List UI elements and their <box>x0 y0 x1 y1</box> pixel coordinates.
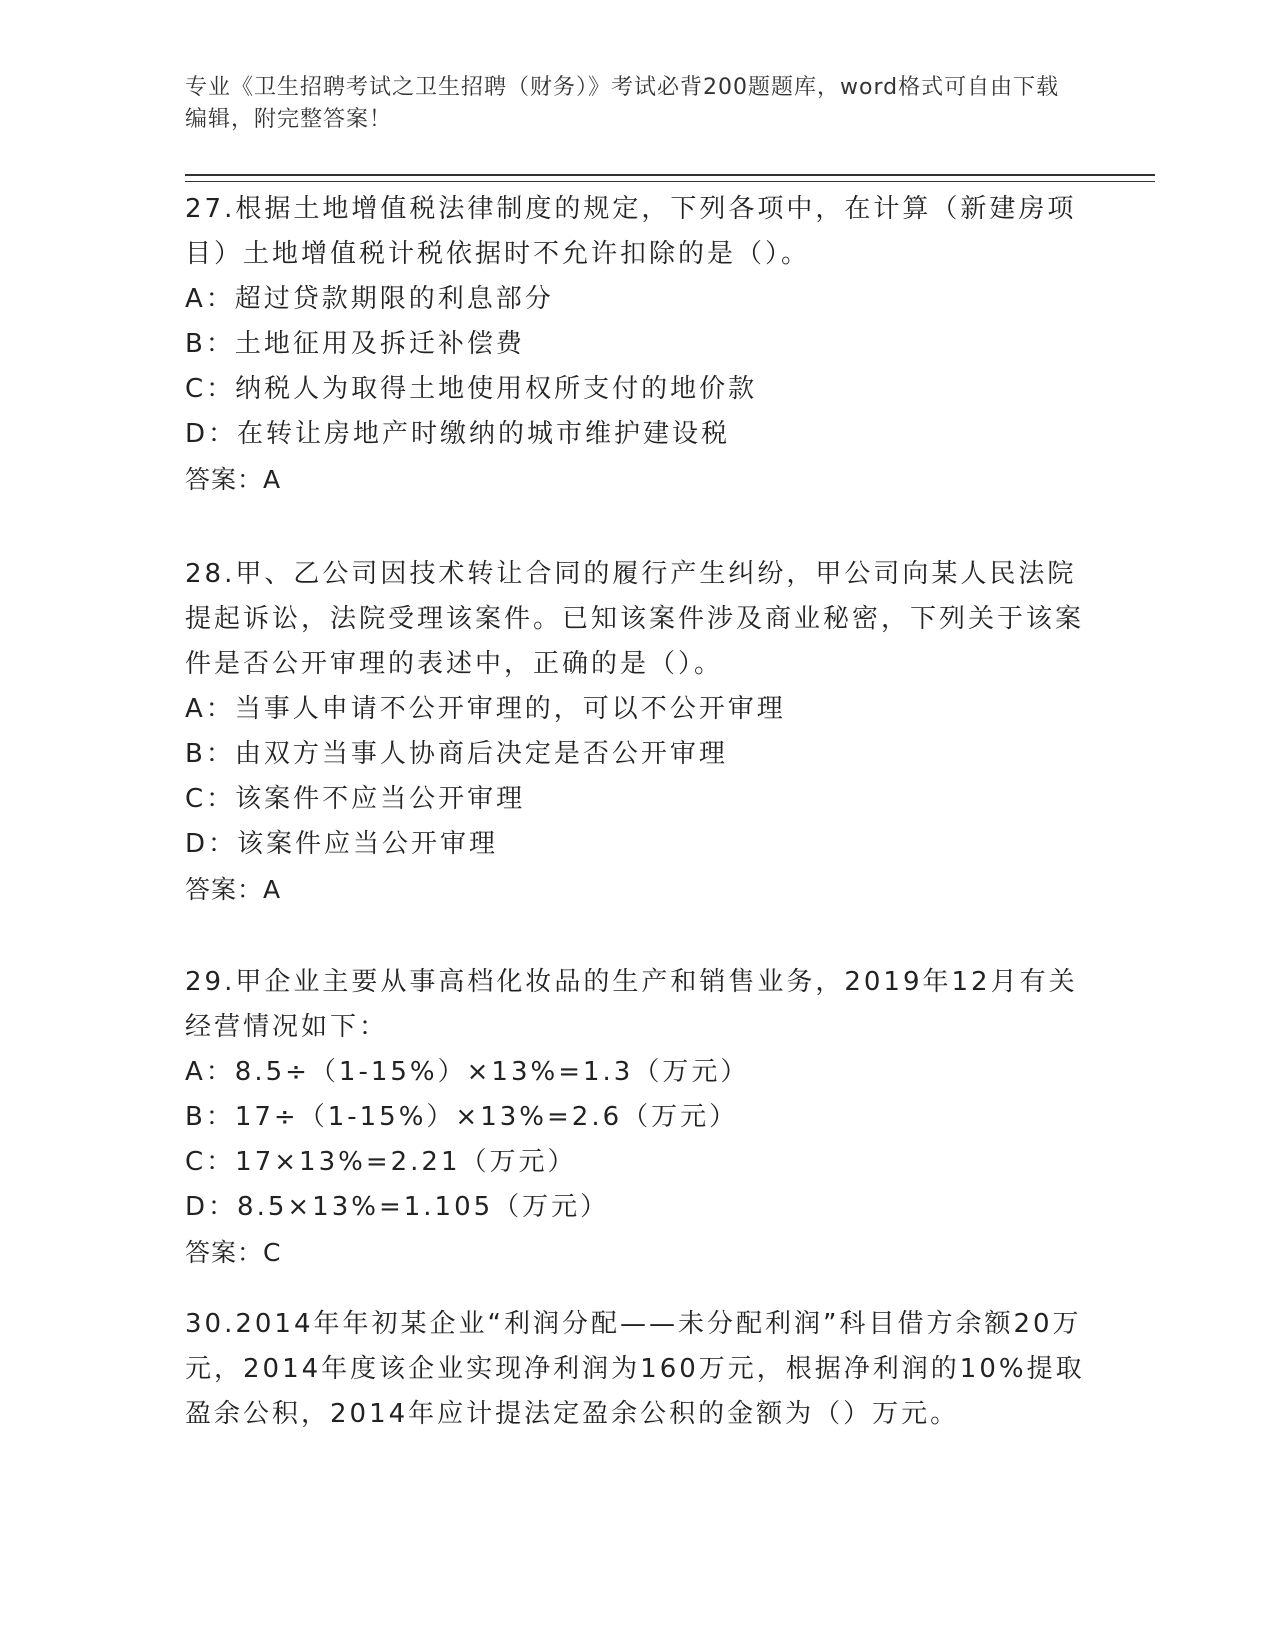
option-d: D：8.5×13%=1.105（万元） <box>185 1192 610 1222</box>
question-stem: 29.甲企业主要从事高档化妆品的生产和销售业务，2019年12月有关经营情况如下： <box>185 967 1078 1042</box>
option-c: C：17×13%=2.21（万元） <box>185 1147 577 1177</box>
answer: 答案：C <box>185 1238 282 1267</box>
option-a: A：超过贷款期限的利息部分 <box>185 284 554 314</box>
option-b: B：由双方当事人协商后决定是否公开审理 <box>185 739 728 769</box>
option-c: C：该案件不应当公开审理 <box>185 784 526 814</box>
question-stem: 30.2014年年初某企业“利润分配——未分配利润”科目借方余额20万元，2014年度该企业实现净利润为160万元，根据净利润的10%提取盈余公积，2014年应计提法定盈余公积的金额为（）万元。 <box>185 1309 1085 1429</box>
question-27 <box>185 187 1085 502</box>
document-header: 专业《卫生招聘考试之卫生招聘（财务）》考试必背200题题库，word格式可自由下载编辑，附完整答案！ <box>185 75 1060 132</box>
question-28 <box>185 552 1085 912</box>
option-d: D：该案件应当公开审理 <box>185 829 499 859</box>
option-c: C：纳税人为取得土地使用权所支付的地价款 <box>185 374 758 404</box>
question-stem: 28.甲、乙公司因技术转让合同的履行产生纠纷，甲公司向某人民法院提起诉讼，法院受理该案件。已知该案件涉及商业秘密，下列关于该案件是否公开审理的表述中，正确的是（）。 <box>185 559 1085 679</box>
question-30 <box>185 1302 1085 1437</box>
option-a: A：当事人申请不公开审理的，可以不公开审理 <box>185 694 786 724</box>
question-29 <box>185 960 1085 1275</box>
answer: 答案：A <box>185 465 282 494</box>
option-a: A：8.5÷（1-15%）×13%=1.3（万元） <box>185 1057 750 1087</box>
option-b: B：土地征用及拆迁补偿费 <box>185 329 525 359</box>
answer: 答案：A <box>185 875 282 904</box>
header-divider-thick <box>185 174 1155 176</box>
option-b: B：17÷（1-15%）×13%=2.6（万元） <box>185 1102 739 1132</box>
option-d: D：在转让房地产时缴纳的城市维护建设税 <box>185 419 731 449</box>
question-stem: 27.根据土地增值税法律制度的规定，下列各项中，在计算（新建房项目）土地增值税计税依据时不允许扣除的是（）。 <box>185 194 1077 269</box>
header-divider-thin <box>185 181 1155 182</box>
